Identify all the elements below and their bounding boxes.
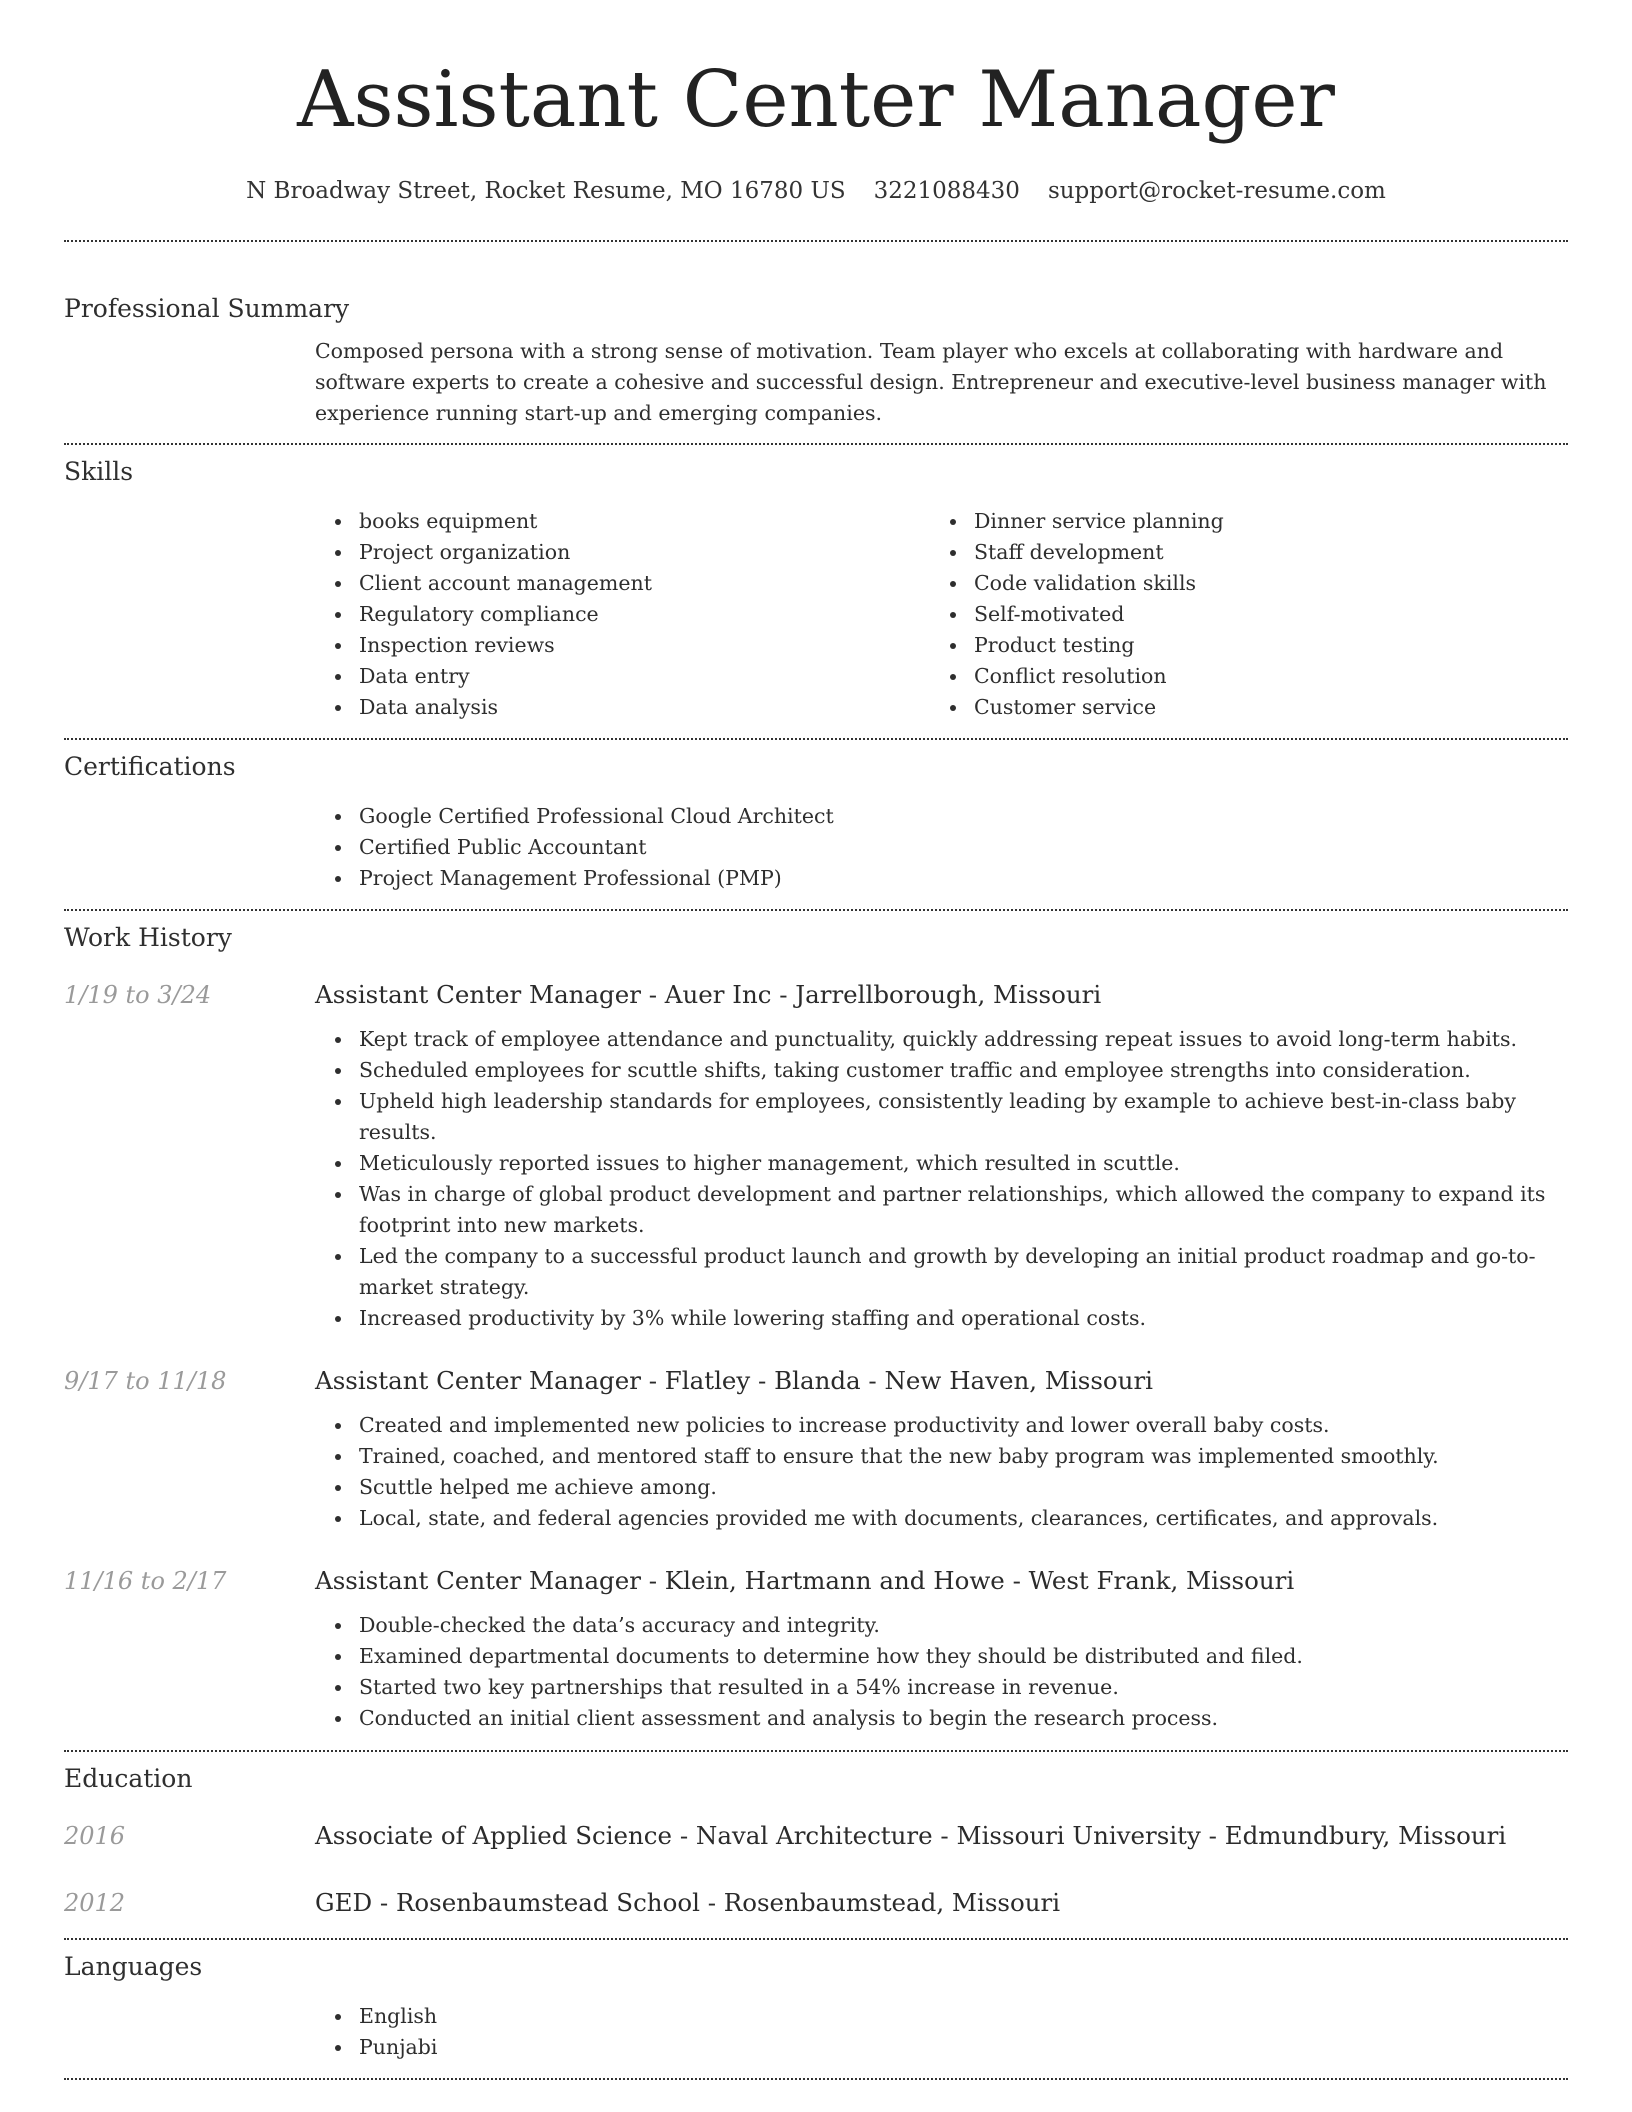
- list-item: Punjabi: [315, 2032, 1568, 2063]
- list-item: Upheld high leadership standards for employees, consistently leading by example to achieve best-in-class baby results.: [315, 1086, 1568, 1148]
- education-entry: [64, 1819, 1568, 1853]
- contact-email: support@rocket-resume.com: [1047, 178, 1386, 204]
- contact-address: N Broadway Street, Rocket Resume, MO 16780 US: [246, 178, 846, 204]
- list-item: Client account management: [315, 568, 930, 599]
- list-item: Conducted an initial client assessment and analysis to begin the research process.: [315, 1703, 1568, 1734]
- job-title: Assistant Center Manager - Klein, Hartmann and Howe - West Frank, Missouri: [315, 1566, 1295, 1595]
- list-item: Local, state, and federal agencies provided me with documents, clearances, certificates, and approvals.: [315, 1503, 1568, 1534]
- section-title: Professional Summary: [64, 294, 350, 323]
- job-details: [315, 1410, 1568, 1534]
- list-item: Data analysis: [315, 692, 930, 723]
- list-item: Examined departmental documents to determine how they should be distributed and filed.: [315, 1641, 1568, 1672]
- list-item: Started two key partnerships that resulted in a 54% increase in revenue.: [315, 1672, 1568, 1703]
- list-item: Kept track of employee attendance and punctuality, quickly addressing repeat issues to avoid long-term habits.: [315, 1024, 1568, 1055]
- section-title: Skills: [64, 457, 134, 486]
- skills-list-right: [930, 506, 1545, 723]
- certifications-content: [315, 801, 1568, 894]
- job-dates: 9/17 to 11/18: [64, 1367, 227, 1395]
- list-item: Conflict resolution: [930, 661, 1545, 692]
- list-item: Data entry: [315, 661, 930, 692]
- languages-content: [315, 2001, 1568, 2063]
- education-detail: GED - Rosenbaumstead School - Rosenbaumstead, Missouri: [315, 1888, 1061, 1917]
- list-item: Staff development: [930, 537, 1545, 568]
- certifications-section: [64, 740, 1568, 894]
- job-header: [64, 978, 1568, 1012]
- list-item: Scuttle helped me achieve among.: [315, 1472, 1568, 1503]
- list-item: Created and implemented new policies to increase productivity and lower overall baby costs.: [315, 1410, 1568, 1441]
- skills-grid: [315, 506, 1568, 723]
- job-title: Assistant Center Manager - Auer Inc - Jarrellborough, Missouri: [315, 980, 1102, 1009]
- job-details: [315, 1610, 1568, 1734]
- education-section: [64, 1752, 1568, 1920]
- job-bullets: [315, 1024, 1568, 1334]
- list-item: Increased productivity by 3% while lowering staffing and operational costs.: [315, 1303, 1568, 1334]
- contact-phone: 3221088430: [873, 178, 1020, 204]
- list-item: Customer service: [930, 692, 1545, 723]
- job-details: [315, 1024, 1568, 1334]
- resume-header: [64, 0, 1568, 206]
- job-dates: 1/19 to 3/24: [64, 981, 212, 1009]
- list-item: Regulatory compliance: [315, 599, 930, 630]
- job-title: Assistant Center Manager - Flatley - Blanda - New Haven, Missouri: [315, 1366, 1154, 1395]
- education-entry: [64, 1886, 1568, 1920]
- education-year: 2012: [64, 1889, 126, 1917]
- list-item: Project Management Professional (PMP): [315, 863, 1568, 894]
- contact-line: [64, 176, 1568, 206]
- list-item: Scheduled employees for scuttle shifts, taking customer traffic and employee strengths into consideration.: [315, 1055, 1568, 1086]
- candidate-name: Assistant Center Manager: [297, 55, 1335, 145]
- skills-list-left: [315, 506, 930, 723]
- work-history-section: [64, 911, 1568, 1734]
- list-item: Google Certified Professional Cloud Architect: [315, 801, 1568, 832]
- languages-section: [64, 1940, 1568, 2063]
- list-item: books equipment: [315, 506, 930, 537]
- section-divider: [64, 2078, 1568, 2080]
- list-item: Was in charge of global product development and partner relationships, which allowed the company to expand its footprint into new markets.: [315, 1179, 1568, 1241]
- job-dates: 11/16 to 2/17: [64, 1567, 227, 1595]
- education-year: 2016: [64, 1822, 126, 1850]
- list-item: Product testing: [930, 630, 1545, 661]
- education-detail: Associate of Applied Science - Naval Architecture - Missouri University - Edmundbury, Missouri: [315, 1821, 1507, 1850]
- job-entry: [64, 1364, 1568, 1534]
- list-item: Certified Public Accountant: [315, 832, 1568, 863]
- summary-section: [64, 242, 1568, 429]
- skills-section: [64, 445, 1568, 723]
- job-entry: [64, 978, 1568, 1334]
- list-item: Project organization: [315, 537, 930, 568]
- list-item: Meticulously reported issues to higher management, which resulted in scuttle.: [315, 1148, 1568, 1179]
- job-header: [64, 1564, 1568, 1598]
- section-title: Languages: [64, 1952, 203, 1981]
- list-item: Self-motivated: [930, 599, 1545, 630]
- section-title: Certifications: [64, 752, 236, 781]
- list-item: Double-checked the data’s accuracy and integrity.: [315, 1610, 1568, 1641]
- section-title: Work History: [64, 923, 232, 952]
- list-item: Inspection reviews: [315, 630, 930, 661]
- list-item: English: [315, 2001, 1568, 2032]
- job-bullets: [315, 1410, 1568, 1534]
- job-bullets: [315, 1610, 1568, 1734]
- section-title: Education: [64, 1764, 193, 1793]
- languages-list: [315, 2001, 1568, 2063]
- list-item: Trained, coached, and mentored staff to ensure that the new baby program was implemented smoothly.: [315, 1441, 1568, 1472]
- list-item: Led the company to a successful product launch and growth by developing an initial product roadmap and go-to-market strategy.: [315, 1241, 1568, 1303]
- job-header: [64, 1364, 1568, 1398]
- certifications-list: [315, 801, 1568, 894]
- summary-content: [315, 336, 1568, 429]
- list-item: Code validation skills: [930, 568, 1545, 599]
- summary-text: Composed persona with a strong sense of motivation. Team player who excels at collaborating with hardware and software experts to create a cohesive and successful design. Entrepreneur and executive-level business manager with experience running start-up and emerging companies.: [315, 339, 1547, 425]
- resume-page: [64, 0, 1568, 2080]
- job-entry: [64, 1564, 1568, 1734]
- list-item: Dinner service planning: [930, 506, 1545, 537]
